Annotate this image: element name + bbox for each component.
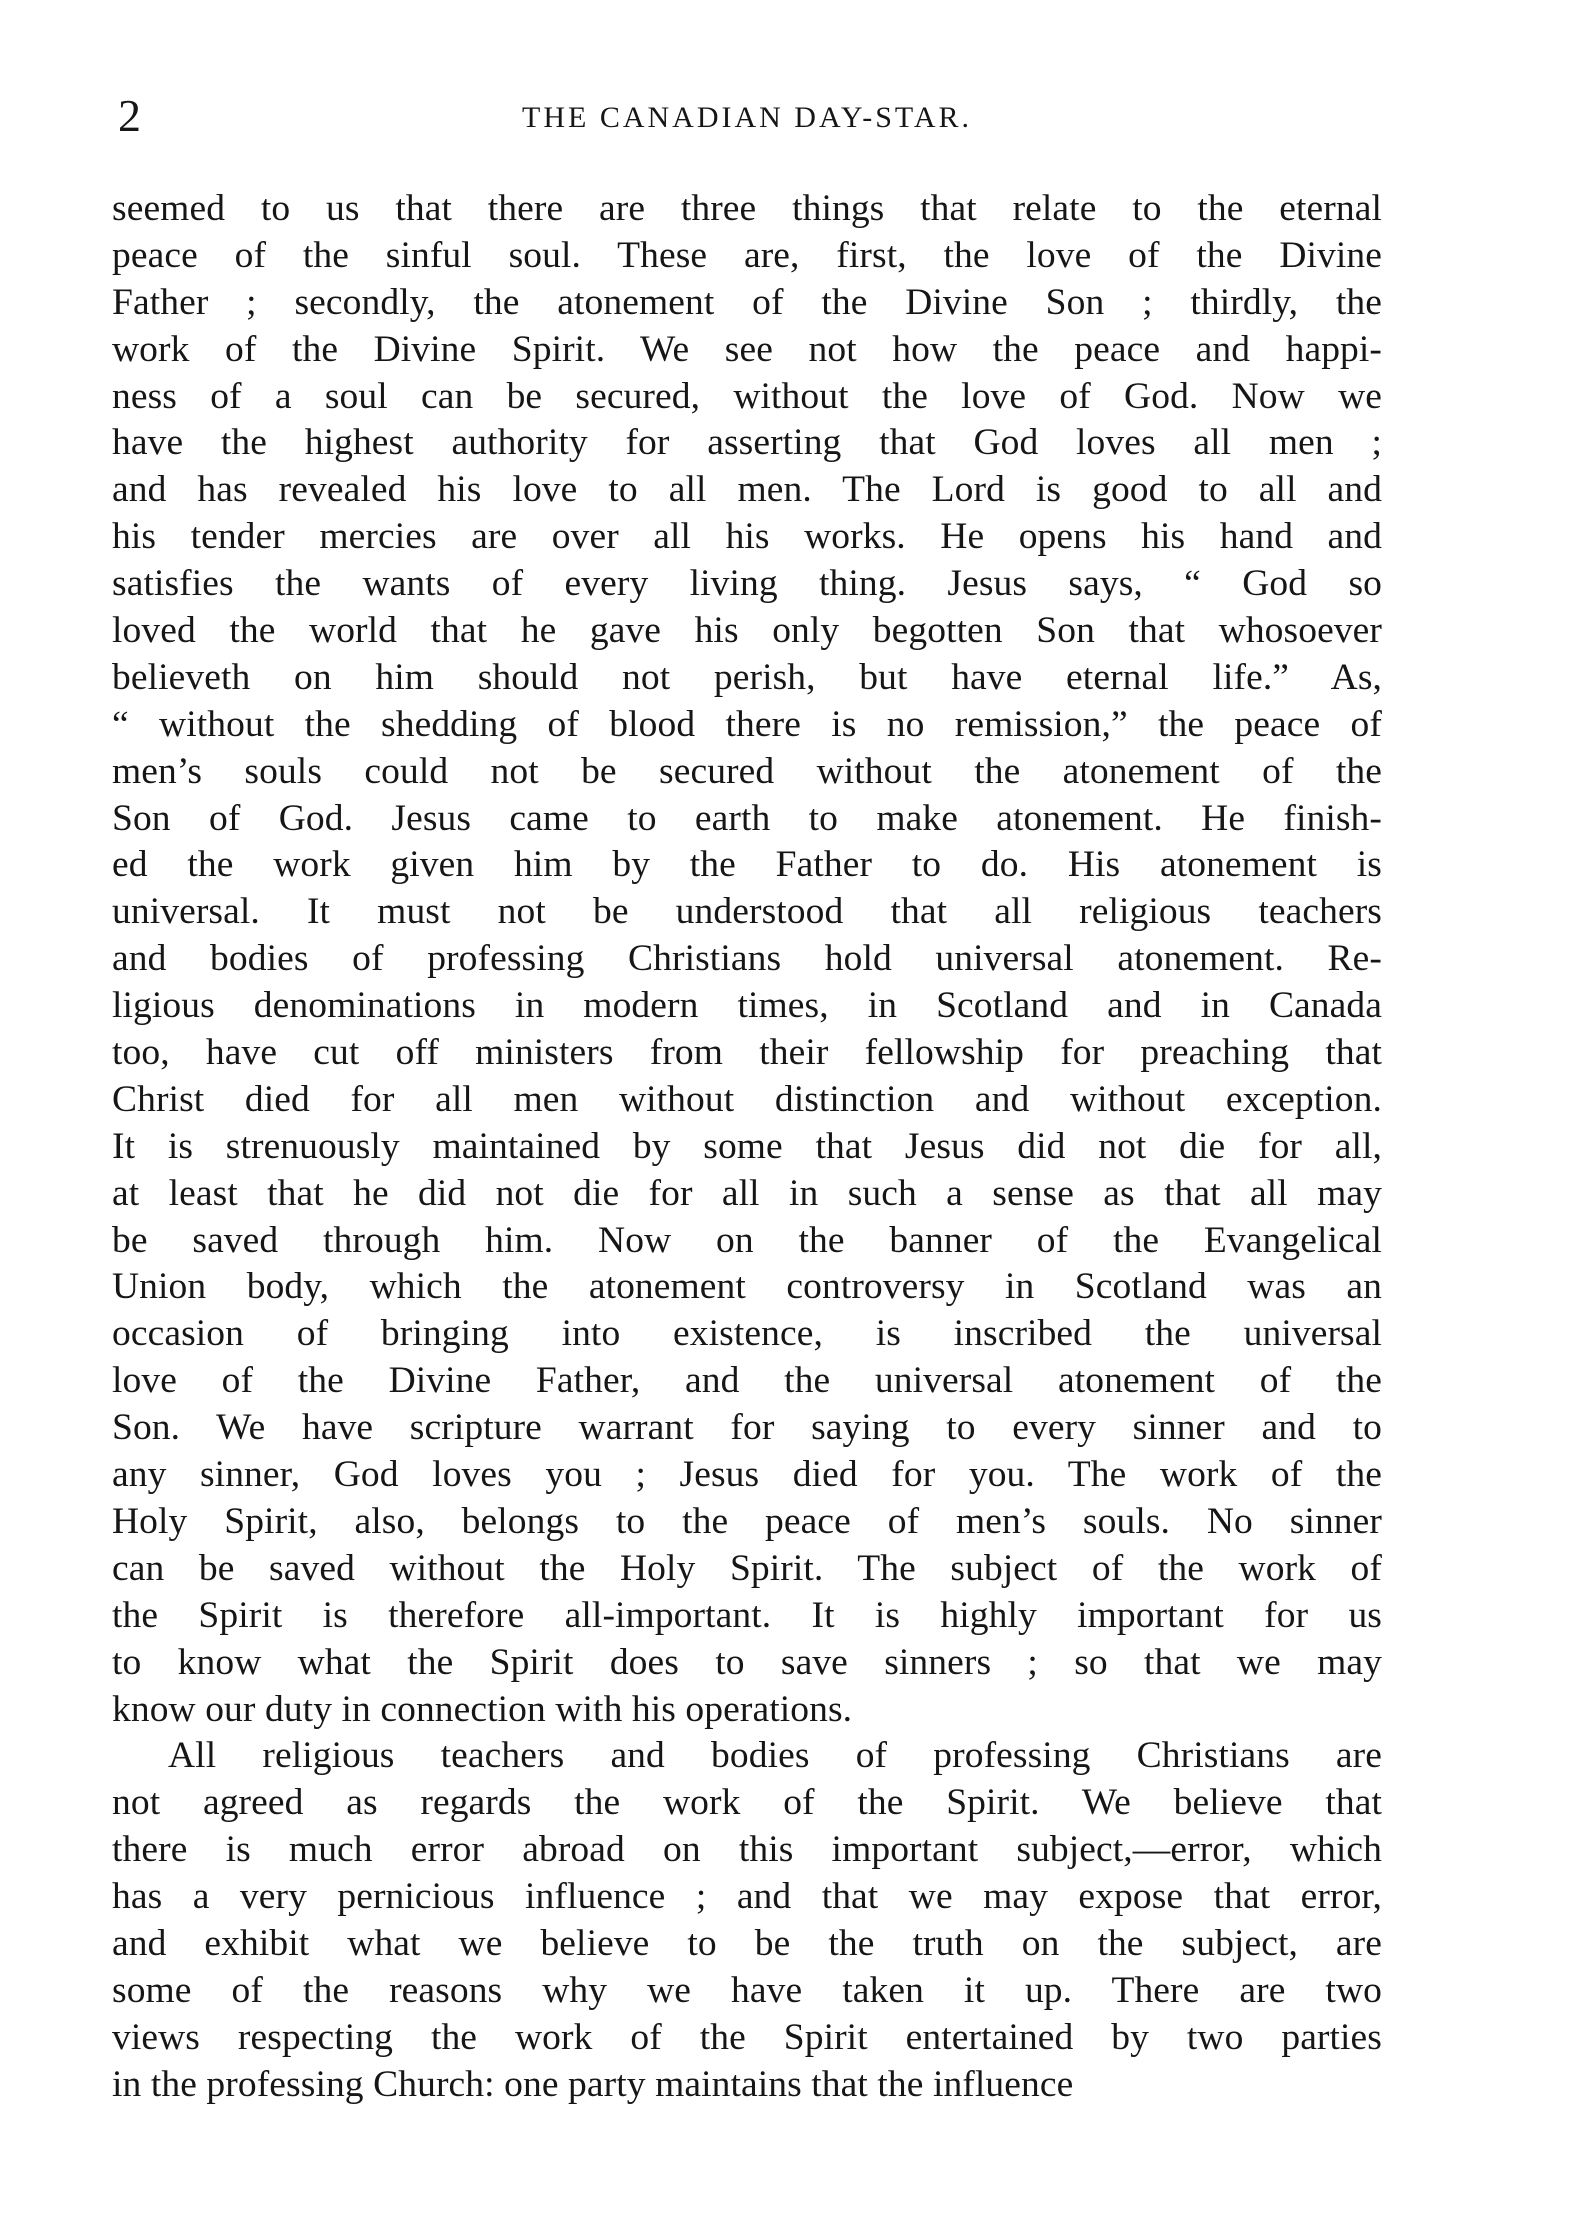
- text-line: the Spirit is therefore all-important. It is highly important for us: [112, 1594, 1382, 1636]
- text-line: “ without the shedding of blood there is no remission,” the peace of: [112, 703, 1382, 745]
- text-line: ness of a soul can be secured, without the love of God. Now we: [112, 375, 1382, 417]
- text-line: and exhibit what we believe to be the truth on the subject, are: [112, 1922, 1382, 1964]
- text-line: occasion of bringing into existence, is inscribed the universal: [112, 1313, 1382, 1355]
- journal-title: THE CANADIAN DAY-STAR.: [522, 101, 972, 134]
- text-line: views respecting the work of the Spirit entertained by two parties: [112, 2016, 1382, 2058]
- text-line: and has revealed his love to all men. The Lord is good to all and: [112, 469, 1382, 511]
- text-line: ligious denominations in modern times, in Scotland and in Canada: [112, 985, 1382, 1027]
- text-line: has a very pernicious influence ; and that we may expose that error,: [112, 1876, 1382, 1918]
- text-line: satisfies the wants of every living thing. Jesus says, “ God so: [112, 563, 1382, 605]
- text-line: not agreed as regards the work of the Spirit. We believe that: [112, 1782, 1382, 1824]
- text-line: at least that he did not die for all in such a sense as that all may: [112, 1172, 1382, 1214]
- text-line: know our duty in connection with his operations.: [112, 1688, 853, 1730]
- text-line: believeth on him should not perish, but have eternal life.” As,: [112, 656, 1382, 698]
- text-line: Union body, which the atonement controversy in Scotland was an: [112, 1266, 1382, 1308]
- body-text: [112, 186, 1382, 2109]
- text-line: and bodies of professing Christians hold universal atonement. Re-: [112, 938, 1382, 980]
- text-line: peace of the sinful soul. These are, first, the love of the Divine: [112, 234, 1382, 276]
- text-line: in the professing Church: one party maintains that the influence: [112, 2063, 1074, 2105]
- text-line: love of the Divine Father, and the universal atonement of the: [112, 1360, 1382, 1402]
- text-line: to know what the Spirit does to save sinners ; so that we may: [112, 1641, 1382, 1683]
- text-line: It is strenuously maintained by some that Jesus did not die for all,: [112, 1125, 1382, 1167]
- text-line: loved the world that he gave his only begotten Son that whosoever: [112, 610, 1382, 652]
- document-page: [112, 88, 1382, 2105]
- text-line: be saved through him. Now on the banner of the Evangelical: [112, 1219, 1382, 1261]
- text-line: too, have cut off ministers from their fellowship for preaching that: [112, 1032, 1382, 1074]
- running-head: [112, 88, 1382, 148]
- text-line: some of the reasons why we have taken it up. There are two: [112, 1969, 1382, 2011]
- text-line: men’s souls could not be secured without the atonement of the: [112, 750, 1382, 792]
- text-line: his tender mercies are over all his works. He opens his hand and: [112, 516, 1382, 558]
- text-line: any sinner, God loves you ; Jesus died for you. The work of the: [112, 1454, 1382, 1496]
- text-line: there is much error abroad on this important subject,—error, which: [112, 1829, 1382, 1871]
- text-line: Holy Spirit, also, belongs to the peace of men’s souls. No sinner: [112, 1500, 1382, 1542]
- text-line: ed the work given him by the Father to do. His atonement is: [112, 844, 1382, 886]
- text-line: Son. We have scripture warrant for saying to every sinner and to: [112, 1407, 1382, 1449]
- page-number: 2: [118, 90, 141, 141]
- text-line: Father ; secondly, the atonement of the Divine Son ; thirdly, the: [112, 281, 1382, 323]
- text-line: universal. It must not be understood that all religious teachers: [112, 891, 1382, 933]
- text-line: work of the Divine Spirit. We see not how the peace and happi-: [112, 328, 1382, 370]
- text-line: have the highest authority for asserting that God loves all men ;: [112, 422, 1382, 464]
- text-line: seemed to us that there are three things that relate to the eternal: [112, 188, 1382, 229]
- paragraph: [112, 1733, 1382, 2108]
- text-line: Christ died for all men without distinction and without exception.: [112, 1078, 1382, 1120]
- text-line: All religious teachers and bodies of professing Christians are: [168, 1735, 1382, 1777]
- text-line: Son of God. Jesus came to earth to make atonement. He finish-: [112, 797, 1382, 839]
- text-line: can be saved without the Holy Spirit. The subject of the work of: [112, 1547, 1382, 1589]
- paragraph: [112, 186, 1382, 1733]
